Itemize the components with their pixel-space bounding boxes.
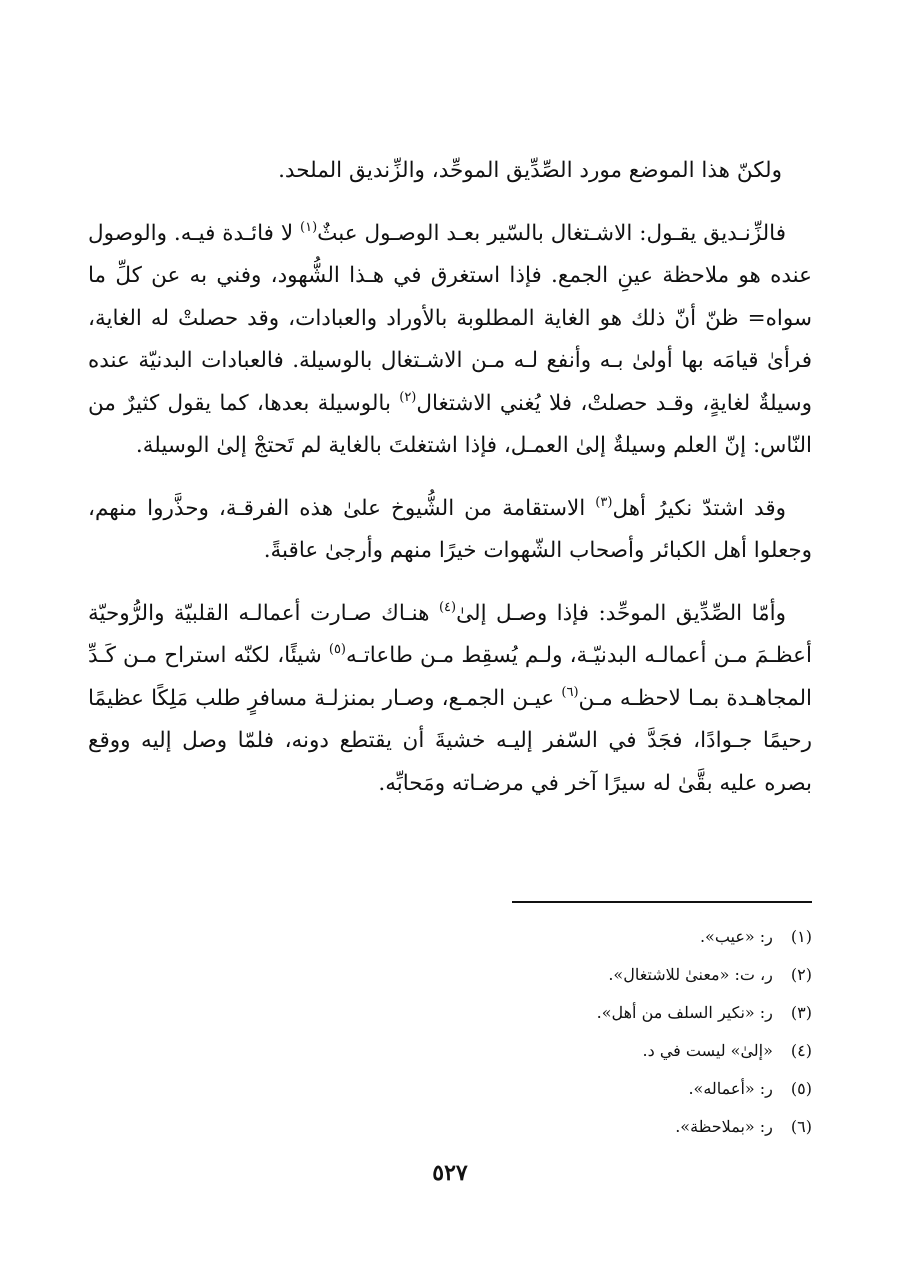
footnote-text: ر: «نكير السلف من أهل». xyxy=(596,1003,773,1022)
paragraph xyxy=(88,488,812,573)
footnote xyxy=(597,918,812,956)
text-run: وقد اشتدّ نكيرُ أهل xyxy=(612,495,786,521)
footnote xyxy=(597,1070,812,1108)
footnote-number: (١) xyxy=(790,927,812,946)
footnote-text: ر، ت: «معنىٰ للاشتغال». xyxy=(608,965,773,984)
text-run: عيـن الجمـع، وصـار بمنزلـة مسافرٍ طلب مَلِكًا عظيمًا رحيمًا جـوادًا، فجَدَّ في السّفر إليـه خشيةَ أن يقتطع دونه، فلمّا وصل إليه ووقع بصره عليه بقَّىٰ له سيرًا آخر في مرضـاته ومَحابِّه. xyxy=(88,685,812,796)
text-run: شيئًا، لكنّه استراح مـن كَـدِّ المجاهـدة بمـا لاحظـه مـن xyxy=(88,643,812,711)
footnote-number: (٥) xyxy=(790,1079,812,1098)
footnotes xyxy=(597,918,812,1146)
footnote-marker: (٤) xyxy=(438,599,457,615)
footnote-number: (٣) xyxy=(790,1003,812,1022)
footnote-marker: (١) xyxy=(300,219,318,235)
footnote-number: (٢) xyxy=(790,965,812,984)
footnote-text: ر: «بملاحظة». xyxy=(675,1117,773,1136)
footnote xyxy=(597,1032,812,1070)
footnote-separator xyxy=(512,901,812,903)
text-run: بالوسيلة بعدها، كما يقول كثيرٌ من النّاس: إنّ العلم وسيلةٌ إلىٰ العمـل، فإذا اشتغلتَ بالغاية لم تَحتجْ إلىٰ الوسيلة. xyxy=(88,390,812,458)
footnote xyxy=(597,956,812,994)
text-run: ولكنّ هذا الموضع مورد الصِّدِّيق الموحِّد، والزِّنديق الملحد. xyxy=(278,158,782,183)
footnote xyxy=(597,994,812,1032)
page-number: ٥٢٧ xyxy=(432,1160,468,1186)
text-run: لا فائـدة فيـه. والوصول عنده هو ملاحظة عينِ الجمع. فإذا استغرق في هـذا الشُّهود، وفني به عن كلِّ ما سواه= ظنّ أنّ ذلك هو الغاية المطلوبة بالأوراد والعبادات، وقد حصلتْ له الغاية، فرأىٰ قيامَه بها أولىٰ بـه وأنفع لـه مـن الاشـتغال بالوسيلة. فالعبادات البدنيّة عنده وسيلةٌ لغايةٍ، وقـد حصلتْ، فلا يُغني الاشتغال xyxy=(88,220,812,416)
text-run: وأمّا الصِّدِّيق الموحِّد: فإذا وصـل إلىٰ xyxy=(456,600,786,626)
main-text xyxy=(88,150,812,825)
footnote-number: (٦) xyxy=(790,1117,812,1136)
footnote-text: ر: «عيب». xyxy=(699,927,773,946)
footnote-text: ر: «أعماله». xyxy=(688,1079,773,1098)
footnote xyxy=(597,1108,812,1146)
footnote-marker: (٣) xyxy=(595,494,613,510)
footnote-marker: (٢) xyxy=(399,389,417,405)
footnote-number: (٤) xyxy=(790,1041,812,1060)
footnote-text: «إلىٰ» ليست في د. xyxy=(642,1041,773,1060)
paragraph xyxy=(88,593,812,806)
text-run: الاستقامة من الشُّيوخ علىٰ هذه الفرقـة، وحذَّروا منهم، وجعلوا أهل الكبائر وأصحاب الشّهوات خيرًا منهم وأرجىٰ عاقبةً. xyxy=(88,495,812,563)
text-run: هنـاك صـارت أعمالـه القلبيّة والرُّوحيّة أعظـمَ مـن أعمالـه البدنيّـة، ولـم يُسقِط مـن طاعاتـه xyxy=(88,600,812,668)
footnote-marker: (٦) xyxy=(561,684,579,700)
paragraph xyxy=(88,150,812,193)
footnote-marker: (٥) xyxy=(328,642,346,657)
text-run: فالزِّنـديق يقـول: الاشـتغال بالسّير بعـد الوصـول عبثٌ xyxy=(317,220,786,246)
paragraph xyxy=(88,213,812,468)
